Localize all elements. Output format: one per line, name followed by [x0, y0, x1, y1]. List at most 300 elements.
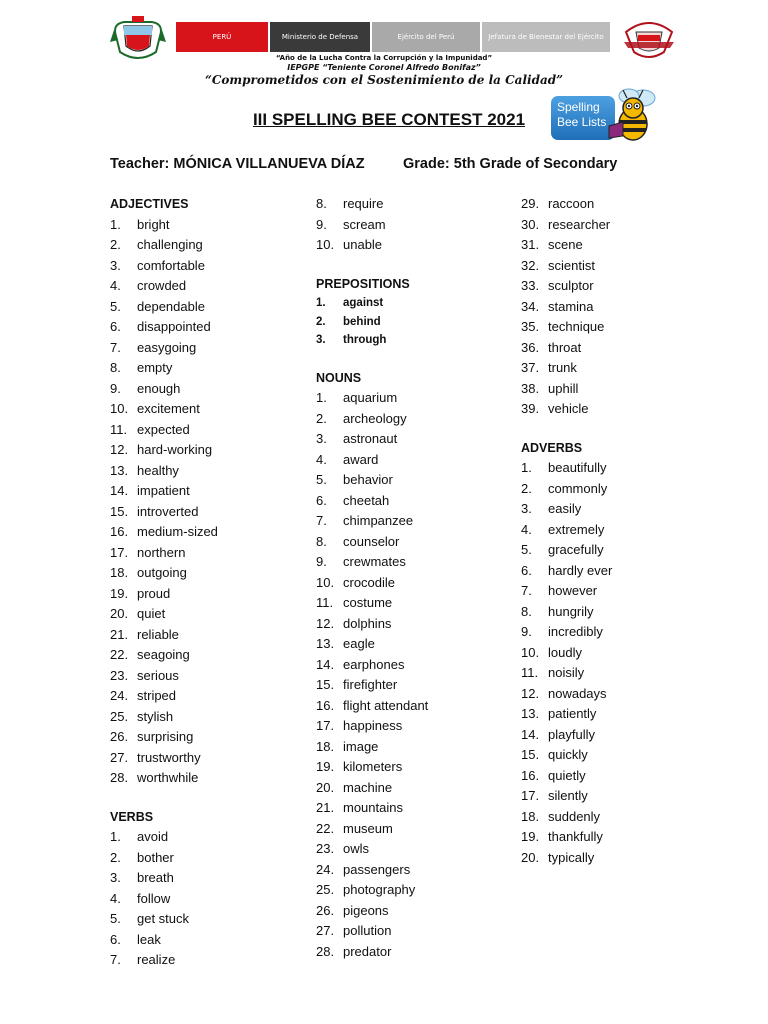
list-item	[521, 358, 612, 379]
item-number: 16.	[110, 524, 129, 539]
item-number: 20.	[110, 606, 129, 621]
item-word: trunk	[548, 360, 577, 375]
list-item	[110, 379, 218, 400]
item-number: 13.	[110, 462, 129, 478]
item-word: dependable	[137, 298, 205, 314]
list-item	[316, 860, 428, 881]
item-number: 5.	[110, 911, 121, 926]
item-number: 1.	[521, 460, 532, 475]
list-item	[316, 450, 428, 471]
item-number: 9.	[521, 624, 532, 639]
list-item	[110, 604, 218, 625]
item-word: worthwhile	[137, 770, 199, 785]
item-number: 4.	[316, 451, 327, 467]
item-number: 4.	[110, 278, 121, 293]
list-item	[521, 663, 612, 684]
item-word: enough	[137, 380, 181, 396]
item-number: 3.	[316, 334, 326, 347]
item-number: 10.	[521, 644, 540, 660]
list-item	[521, 235, 612, 256]
list-item	[110, 748, 218, 769]
list-item	[110, 848, 218, 869]
item-number: 13.	[521, 706, 540, 721]
item-number: 23.	[316, 841, 335, 857]
item-number: 12.	[110, 442, 129, 457]
item-number: 7.	[521, 583, 532, 598]
item-number: 3.	[521, 501, 532, 516]
institution-banner	[176, 22, 610, 52]
item-number: 8.	[316, 196, 327, 211]
list-item	[110, 297, 218, 318]
item-number: 10.	[110, 401, 129, 416]
item-word: sculptor	[548, 278, 594, 293]
item-word: technique	[548, 319, 605, 334]
item-word: challenging	[137, 237, 203, 252]
item-number: 11.	[521, 665, 539, 680]
banner-peru: PERÚ	[176, 22, 268, 52]
item-word: eagle	[343, 636, 375, 652]
adjectives-list	[110, 215, 218, 789]
item-number: 11.	[316, 595, 334, 611]
item-word: throat	[548, 339, 582, 355]
nouns-heading: NOUNS	[316, 370, 362, 385]
list-item	[110, 440, 218, 461]
list-item	[110, 950, 218, 971]
item-word: mountains	[343, 800, 403, 816]
item-number: 21.	[110, 626, 129, 642]
list-item	[110, 686, 218, 707]
item-word: beautifully	[548, 460, 607, 475]
item-word: easily	[548, 501, 582, 516]
item-word: surprising	[137, 729, 194, 744]
list-item	[316, 235, 428, 256]
item-word: image	[343, 738, 379, 754]
item-word: predator	[343, 943, 392, 959]
item-number: 21.	[316, 800, 335, 816]
item-number: 19.	[316, 759, 335, 775]
banner-jefatura: Jefatura de Bienestar del Ejército	[480, 22, 610, 52]
item-word: bright	[137, 216, 170, 232]
list-item	[110, 909, 218, 930]
list-item	[521, 622, 612, 643]
item-word: introverted	[137, 503, 199, 519]
grade-level: Grade: 5th Grade of Secondary	[403, 156, 618, 172]
list-item	[110, 481, 218, 502]
list-item	[110, 215, 218, 236]
list-item	[316, 573, 428, 594]
item-word: kilometers	[343, 759, 403, 775]
item-word: crocodile	[343, 574, 396, 590]
list-item	[110, 420, 218, 441]
item-word: earphones	[343, 656, 405, 672]
list-item	[110, 827, 218, 848]
list-item	[110, 358, 218, 379]
item-number: 24.	[110, 688, 129, 703]
item-number: 7.	[316, 513, 327, 529]
column-left	[110, 194, 218, 971]
nouns-list	[316, 388, 428, 962]
item-number: 3.	[316, 431, 327, 447]
list-item	[110, 584, 218, 605]
item-number: 7.	[110, 339, 121, 355]
prepositions-list	[316, 294, 428, 350]
list-item	[110, 707, 218, 728]
item-word: silently	[548, 788, 588, 803]
item-word: hard-working	[137, 442, 213, 457]
item-number: 13.	[316, 636, 335, 652]
item-number: 4.	[110, 890, 121, 906]
list-item	[316, 737, 428, 758]
list-item	[521, 827, 612, 848]
item-number: 5.	[316, 472, 327, 488]
list-item	[110, 235, 218, 256]
list-item	[316, 839, 428, 860]
item-word: avoid	[137, 829, 169, 844]
item-word: aquarium	[343, 390, 398, 406]
item-number: 6.	[316, 492, 327, 508]
item-number: 24.	[316, 861, 335, 877]
list-item	[110, 317, 218, 338]
item-number: 36.	[521, 339, 540, 355]
item-word: quickly	[548, 747, 588, 762]
item-number: 2.	[316, 410, 327, 426]
item-number: 37.	[521, 360, 540, 375]
list-item	[316, 634, 428, 655]
list-item	[316, 798, 428, 819]
item-number: 1.	[110, 216, 121, 232]
list-item	[521, 581, 612, 602]
list-item	[521, 520, 612, 541]
item-number: 10.	[316, 237, 335, 252]
item-word: expected	[137, 421, 190, 437]
list-item	[110, 889, 218, 910]
item-word: typically	[548, 849, 595, 865]
list-item	[110, 727, 218, 748]
column-middle	[316, 194, 428, 962]
item-word: uphill	[548, 380, 579, 396]
item-number: 10.	[316, 574, 335, 590]
item-number: 2.	[316, 315, 326, 328]
item-word: healthy	[137, 462, 179, 478]
list-item	[316, 901, 428, 922]
item-word: thankfully	[548, 829, 603, 844]
list-item	[521, 561, 612, 582]
item-number: 16.	[316, 697, 335, 713]
list-item	[521, 479, 612, 500]
item-number: 17.	[316, 718, 335, 734]
list-item	[521, 458, 612, 479]
item-word: happiness	[343, 718, 403, 734]
list-item	[316, 757, 428, 778]
item-word: nowadays	[548, 685, 607, 701]
item-word: scene	[548, 237, 583, 252]
item-number: 23.	[110, 667, 129, 683]
item-word: incredibly	[548, 624, 603, 639]
list-item	[316, 511, 428, 532]
item-number: 26.	[316, 902, 335, 918]
item-number: 25.	[110, 708, 129, 724]
list-item	[521, 643, 612, 664]
list-item	[521, 399, 612, 420]
list-item	[521, 194, 612, 215]
list-item	[316, 778, 428, 799]
item-number: 1.	[316, 390, 327, 406]
item-word: noisily	[548, 665, 585, 680]
item-word: get stuck	[137, 911, 190, 926]
letterhead	[0, 0, 768, 100]
item-number: 20.	[316, 779, 335, 795]
list-item	[110, 563, 218, 584]
item-word: through	[343, 334, 387, 347]
item-word: realize	[137, 952, 176, 967]
item-word: easygoing	[137, 339, 197, 355]
item-word: outgoing	[137, 565, 187, 580]
item-number: 14.	[521, 726, 540, 742]
adjectives-heading: ADJECTIVES	[110, 197, 189, 211]
list-item	[110, 256, 218, 277]
item-word: breath	[137, 870, 174, 885]
list-item	[316, 294, 428, 313]
list-item	[521, 786, 612, 807]
list-item	[316, 942, 428, 963]
item-word: however	[548, 583, 598, 598]
item-word: trustworthy	[137, 749, 201, 765]
badge-line2: Bee Lists	[557, 115, 607, 129]
item-word: firefighter	[343, 677, 398, 693]
item-word: unable	[343, 237, 383, 252]
list-item	[110, 338, 218, 359]
item-number: 8.	[110, 360, 121, 375]
item-number: 17.	[110, 544, 129, 560]
item-word: pigeons	[343, 902, 389, 918]
list-item	[316, 880, 428, 901]
item-word: behind	[343, 315, 381, 328]
item-number: 8.	[316, 533, 327, 549]
list-item	[110, 502, 218, 523]
item-number: 31.	[521, 237, 540, 252]
item-number: 22.	[316, 820, 335, 836]
item-word: flight attendant	[343, 697, 429, 713]
item-word: medium-sized	[137, 524, 218, 539]
item-number: 27.	[316, 923, 335, 939]
bee-reading-icon	[603, 86, 659, 142]
item-word: suddenly	[548, 808, 601, 824]
item-word: counselor	[343, 533, 400, 549]
item-word: empty	[137, 360, 173, 375]
list-item	[316, 655, 428, 676]
list-item	[316, 532, 428, 553]
item-number: 35.	[521, 319, 540, 334]
item-number: 18.	[521, 808, 540, 824]
item-word: crowded	[137, 278, 187, 293]
item-number: 3.	[110, 870, 121, 885]
item-word: proud	[137, 585, 171, 601]
item-number: 12.	[316, 615, 335, 631]
item-word: stylish	[137, 708, 174, 724]
item-word: costume	[343, 595, 393, 611]
item-number: 18.	[316, 738, 335, 754]
item-number: 2.	[110, 237, 121, 252]
item-number: 33.	[521, 278, 540, 293]
item-word: require	[343, 196, 384, 211]
item-word: against	[343, 297, 384, 309]
item-number: 16.	[521, 767, 540, 783]
item-number: 14.	[110, 483, 129, 498]
list-item	[316, 388, 428, 409]
item-number: 25.	[316, 882, 335, 898]
list-item	[110, 522, 218, 543]
badge-line1: Spelling	[557, 100, 600, 114]
item-number: 18.	[110, 565, 129, 580]
list-item	[521, 766, 612, 787]
item-number: 1.	[316, 297, 326, 309]
item-word: behavior	[343, 472, 393, 488]
spelling-bee-badge	[551, 86, 659, 142]
item-word: striped	[137, 688, 177, 703]
item-number: 6.	[110, 931, 121, 947]
item-number: 15.	[110, 503, 129, 519]
item-word: reliable	[137, 626, 179, 642]
item-word: cheetah	[343, 492, 390, 508]
item-number: 4.	[521, 521, 532, 537]
item-number: 6.	[110, 319, 121, 334]
item-number: 34.	[521, 298, 540, 314]
item-word: hardly ever	[548, 562, 613, 578]
item-number: 12.	[521, 685, 540, 701]
list-item	[316, 215, 428, 236]
adverbs-list	[521, 458, 612, 868]
item-word: bother	[137, 849, 174, 865]
item-word: raccoon	[548, 196, 595, 211]
item-word: loudly	[548, 644, 582, 660]
list-item	[521, 297, 612, 318]
list-item	[521, 215, 612, 236]
list-item	[316, 331, 428, 350]
item-word: researcher	[548, 216, 611, 232]
adverbs-heading: ADVERBS	[521, 440, 583, 455]
list-item	[316, 409, 428, 430]
list-item	[521, 704, 612, 725]
list-item	[316, 491, 428, 512]
list-item	[316, 675, 428, 696]
item-word: serious	[137, 667, 179, 683]
list-item	[521, 745, 612, 766]
item-word: museum	[343, 820, 393, 836]
item-word: commonly	[548, 480, 608, 496]
item-number: 6.	[521, 562, 532, 578]
item-word: crewmates	[343, 554, 406, 570]
item-number: 3.	[110, 257, 121, 273]
item-number: 14.	[316, 656, 335, 672]
item-number: 29.	[521, 196, 540, 211]
year-motto: “Año de la Lucha Contra la Corrupción y la Impunidad”	[275, 54, 493, 62]
item-number: 5.	[521, 542, 532, 557]
item-number: 15.	[316, 677, 335, 693]
school-name: IEPGPE “Teniente Coronel Alfredo Bonifaz”	[287, 63, 481, 72]
page-title: III SPELLING BEE CONTEST 2021	[252, 110, 526, 129]
list-item	[316, 593, 428, 614]
list-item	[316, 819, 428, 840]
item-word: stamina	[548, 298, 594, 314]
list-item	[110, 645, 218, 666]
item-word: playfully	[548, 726, 595, 742]
item-word: hungrily	[548, 603, 594, 619]
list-item	[316, 194, 428, 215]
item-number: 39.	[521, 401, 540, 416]
item-number: 22.	[110, 647, 129, 662]
item-word: seagoing	[137, 647, 190, 662]
item-number: 27.	[110, 749, 129, 765]
nouns-list-continued	[521, 194, 612, 420]
item-word: quietly	[548, 767, 586, 783]
list-item	[316, 313, 428, 332]
list-item	[316, 696, 428, 717]
item-word: scream	[343, 216, 386, 232]
item-word: disappointed	[137, 319, 211, 334]
item-word: patiently	[548, 706, 597, 721]
verbs-heading: VERBS	[110, 809, 154, 824]
item-word: passengers	[343, 861, 411, 877]
verbs-list	[110, 827, 218, 971]
item-number: 30.	[521, 216, 540, 232]
item-word: impatient	[137, 483, 190, 498]
list-item	[316, 716, 428, 737]
list-item	[521, 256, 612, 277]
prepositions-heading: PREPOSITIONS	[316, 276, 410, 291]
list-item	[521, 725, 612, 746]
item-word: pollution	[343, 923, 392, 939]
list-item	[110, 461, 218, 482]
item-word: photography	[343, 882, 416, 898]
item-number: 2.	[521, 480, 532, 496]
list-item	[110, 666, 218, 687]
item-number: 15.	[521, 747, 540, 762]
list-item	[521, 602, 612, 623]
list-item	[110, 768, 218, 789]
list-item	[521, 379, 612, 400]
list-item	[316, 614, 428, 635]
item-number: 17.	[521, 788, 540, 803]
verbs-list-continued	[316, 194, 428, 256]
item-word: comfortable	[137, 257, 205, 273]
item-number: 9.	[316, 216, 327, 232]
item-number: 2.	[110, 849, 121, 865]
list-item	[521, 684, 612, 705]
list-item	[110, 930, 218, 951]
item-word: scientist	[548, 257, 595, 273]
item-word: award	[343, 451, 379, 467]
list-item	[110, 276, 218, 297]
list-item	[316, 470, 428, 491]
item-number: 5.	[110, 298, 121, 314]
item-number: 9.	[110, 380, 121, 396]
item-word: astronaut	[343, 431, 398, 447]
item-number: 9.	[316, 554, 327, 570]
banner-ejercito: Ejército del Perú	[370, 22, 480, 52]
list-item	[521, 499, 612, 520]
list-item	[110, 543, 218, 564]
item-word: archeology	[343, 410, 407, 426]
list-item	[521, 848, 612, 869]
item-word: excitement	[137, 401, 200, 416]
item-word: quiet	[137, 606, 166, 621]
list-item	[521, 540, 612, 561]
item-word: leak	[137, 931, 161, 947]
item-number: 1.	[110, 829, 121, 844]
item-word: machine	[343, 779, 393, 795]
item-word: chimpanzee	[343, 513, 414, 529]
item-word: dolphins	[343, 615, 392, 631]
